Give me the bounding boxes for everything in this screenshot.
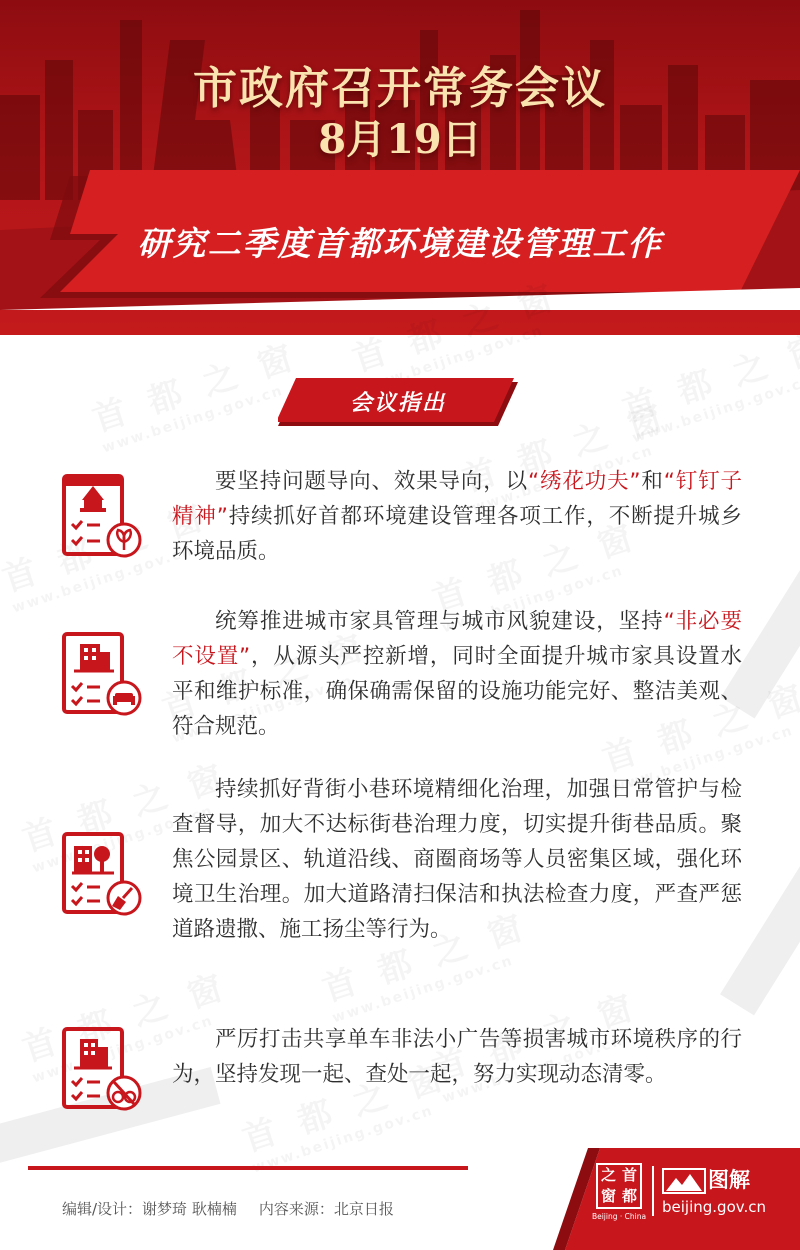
header-banner (0, 0, 800, 335)
subtitle: 研究二季度首都环境建设管理工作 (137, 224, 663, 263)
logo-divider (652, 1166, 654, 1216)
paragraph-text: 和 (640, 469, 664, 494)
paragraph-4 (172, 1022, 742, 1092)
paragraph-1 (172, 464, 742, 569)
site-url: beijing.gov.cn (662, 1198, 766, 1216)
footer-divider-line (28, 1166, 468, 1170)
paragraph-text: 持续抓好背街小巷环境精细化治理，加强日常管护与检查督导，加大不达标街巷治理力度，切实提升街巷品质。聚焦公园景区、轨道沿线、商圈商场等人员密集区域，强化环境卫生治理。加大道路清扫保洁和执法检查力度，严查严惩道路遗撒、施工扬尘等行为。 (172, 777, 742, 942)
paragraph-text: 严厉打击共享单车非法小广告等损害城市环境秩序的行为，坚持发现一起、查处一起，努力实现动态清零。 (172, 1027, 742, 1087)
credits (62, 1198, 394, 1219)
document-building-sofa-icon (60, 630, 144, 720)
main-title: 市政府召开常务会议 (193, 63, 607, 114)
paragraph-text: 持续抓好首都环境建设管理各项工作，不断提升城乡环境品质。 (172, 504, 742, 564)
source-credit: 内容来源：北京日报 (258, 1200, 394, 1218)
paragraph-3 (172, 772, 742, 947)
logo-english-label: Beijing · China (591, 1212, 647, 1221)
paragraph-text: 要坚持问题导向、效果导向，以 (215, 469, 528, 494)
tujie-label: 图解 (708, 1168, 750, 1192)
editor-credit: 编辑/设计：谢梦琦 耿楠楠 (62, 1200, 237, 1218)
watermark (85, 329, 308, 457)
paragraph-text: 统筹推进城市家具管理与城市风貌建设，坚持 (215, 609, 664, 634)
section-tag-label: 会议指出 (349, 391, 446, 416)
document-pagoda-plant-icon (60, 472, 144, 562)
paragraph-text: ，从源头严控新增，同时全面提升城市家具设置水平和维护标准，确保确需保留的设施功能完好、整洁美观、符合规范。 (172, 644, 742, 739)
meeting-date: 8月19日 (318, 116, 482, 163)
document-building-no-bike-icon (60, 1025, 144, 1115)
document-building-tree-broom-icon (60, 830, 144, 920)
paragraph-2 (172, 604, 742, 744)
capital-window-logo: 之 首 窗 都 (596, 1163, 642, 1209)
highlight-phrase: “钉钉子精神” (172, 469, 742, 529)
highlight-phrase: “非必要不设置” (172, 609, 742, 669)
mountain-picture-icon (662, 1168, 706, 1194)
highlight-phrase: “绣花功夫” (528, 469, 641, 494)
